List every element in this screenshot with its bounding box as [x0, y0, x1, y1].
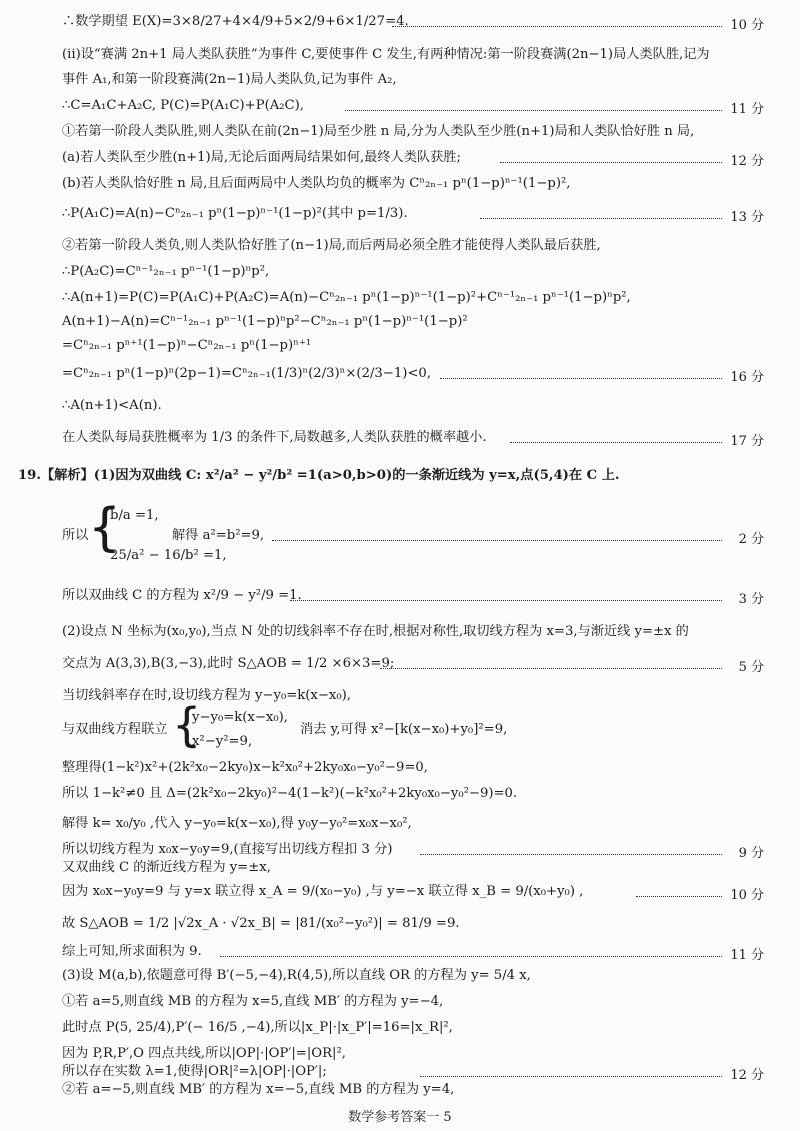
text-line: ①若 a=5,则直线 MB 的方程为 x=5,直线 MB′ 的方程为 y=−4, [62, 994, 444, 1009]
text-line: ∴P(A₁C)=A(n)−Cⁿ₂ₙ₋₁ pⁿ(1−p)ⁿ⁻¹(1−p)²(其中 p=1/3). [62, 206, 408, 221]
score-label: 2 分 [738, 532, 764, 547]
text-line: ②若第一阶段人类负,则人类队恰好胜了(n−1)局,而后两局必须全胜才能使得人类队最后获胜, [62, 238, 601, 253]
dot-leader [440, 378, 722, 379]
text-line: (ii)设“赛满 2n+1 局人类队获胜”为事件 C,要使事件 C 发生,有两种情况:第一阶段赛满(2n−1)局人类队胜,记为 [62, 47, 710, 62]
text-line: 因为 x₀x−y₀y=9 与 y=x 联立得 x_A = 9/(x₀−y₀) ,与 y=−x 联立得 x_B = 9/(x₀+y₀) , [62, 884, 584, 899]
text-line: 所以存在实数 λ=1,使得|OR|²=λ|OP|·|OP′|; [62, 1064, 327, 1079]
text-line: 整理得(1−k²)x²+(2k²x₀−2ky₀)x−k²x₀²+2ky₀x₀−y₀²−9=0, [62, 760, 429, 775]
text-line: A(n+1)−A(n)=Cⁿ⁻¹₂ₙ₋₁ pⁿ⁻¹(1−p)ⁿp²−Cⁿ₂ₙ₋₁ pⁿ(1−p)ⁿ⁻¹(1−p)² [62, 314, 468, 329]
text-line: 此时点 P(5, 25/4),P′(− 16/5 ,−4),所以|x_P|·|x_P′|=16=|x_R|², [62, 1020, 453, 1035]
text-line: ∴A(n+1)=P(C)=P(A₁C)+P(A₂C)=A(n)−Cⁿ₂ₙ₋₁ pⁿ(1−p)ⁿ⁻¹(1−p)²+Cⁿ⁻¹₂ₙ₋₁ pⁿ⁻¹(1−p)ⁿp², [62, 290, 631, 305]
text-line: 与双曲线方程联立 [62, 722, 168, 737]
text-line: 所以 1−k²≠0 且 Δ=(2k²x₀−2ky₀)²−4(1−k²)(−k²x₀²+2ky₀x₀−y₀²−9)=0. [62, 786, 518, 801]
dot-leader [380, 668, 722, 669]
text-line: ①若第一阶段人类队胜,则人类队在前(2n−1)局至少胜 n 局,分为人类队至少胜(n+1)局和人类队恰好胜 n 局, [62, 124, 695, 139]
system-eq-2: x²−y²=9, [192, 734, 253, 749]
score-label: 11 分 [730, 948, 764, 963]
text-line: 所以切线方程为 x₀x−y₀y=9,(直接写出切线方程扣 3 分) [62, 842, 393, 857]
text-line: (a)若人类队至少胜(n+1)局,无论后面两局结果如何,最终人类队获胜; [62, 150, 461, 165]
text-line: (3)设 M(a,b),依题意可得 B′(−5,−4),R(4,5),所以直线 OR 的方程为 y= 5/4 x, [62, 968, 531, 983]
question-19-heading: 19.【解析】(1)因为双曲线 C: x²/a² − y²/b² =1(a>0,b>0)的一条渐近线为 y=x,点(5,4)在 C 上. [18, 468, 620, 483]
dot-leader [510, 442, 722, 443]
text-line: 所以 [62, 528, 89, 543]
score-label: 17 分 [730, 434, 764, 449]
dot-leader [392, 26, 722, 27]
text-line: ∴P(A₂C)=Cⁿ⁻¹₂ₙ₋₁ pⁿ⁻¹(1−p)ⁿp², [62, 264, 270, 279]
score-label: 5 分 [738, 660, 764, 675]
text-line: ∴数学期望 E(X)=3×8/27+4×4/9+5×2/9+6×1/27=4. [62, 14, 409, 29]
text-line: 在人类队每局获胜概率为 1/3 的条件下,局数越多,人类队获胜的概率越小. [62, 430, 487, 445]
text-line: 解得 k= x₀/y₀ ,代入 y−y₀=k(x−x₀),得 y₀y−y₀²=x₀x−x₀², [62, 816, 412, 831]
dot-leader [220, 956, 722, 957]
score-label: 12 分 [730, 1068, 764, 1083]
text-line: =Cⁿ₂ₙ₋₁ pⁿ(1−p)ⁿ(2p−1)=Cⁿ₂ₙ₋₁(1/3)ⁿ(2/3)ⁿ×(2/3−1)<0, [62, 366, 432, 381]
system-eq-1: b/a =1, [110, 508, 159, 523]
text-line: ∴C=A₁C+A₂C, P(C)=P(A₁C)+P(A₂C), [62, 98, 304, 113]
text-line: (2)设点 N 坐标为(x₀,y₀),当点 N 处的切线斜率不存在时,根据对称性,取切线方程为 x=3,与渐近线 y=±x 的 [62, 624, 689, 639]
text-line: 综上可知,所求面积为 9. [62, 944, 202, 959]
text-line: 交点为 A(3,3),B(3,−3),此时 S△AOB = 1/2 ×6×3=9; [62, 656, 395, 671]
dot-leader [272, 540, 722, 541]
score-label: 13 分 [730, 210, 764, 225]
text-line: 又双曲线 C 的渐近线方程为 y=±x, [62, 860, 271, 875]
score-label: 10 分 [730, 888, 764, 903]
text-line: 事件 A₁,和第一阶段赛满(2n−1)局人类队负,记为事件 A₂, [62, 72, 397, 87]
text-line: ②若 a=−5,则直线 MB′ 的方程为 x=−5,直线 MB 的方程为 y=4, [62, 1082, 455, 1097]
text-line: 因为 P,R,P′,O 四点共线,所以|OP|·|OP′|=|OR|², [62, 1046, 346, 1061]
dot-leader [290, 600, 722, 601]
dot-leader [420, 854, 722, 855]
text-line: 故 S△AOB = 1/2 |√2x_A · √2x_B| = |81/(x₀²−y₀²)| = 81/9 =9. [62, 916, 460, 931]
left-brace: { [172, 698, 202, 752]
score-label: 16 分 [730, 370, 764, 385]
score-label: 10 分 [730, 18, 764, 33]
system-eq-2: 25/a² − 16/b² =1, [110, 548, 227, 563]
dot-leader [420, 1076, 722, 1077]
text-line: (b)若人类队恰好胜 n 局,且后面两局中人类队均负的概率为 Cⁿ₂ₙ₋₁ pⁿ(1−p)ⁿ⁻¹(1−p)², [62, 176, 571, 191]
text-line: 当切线斜率存在时,设切线方程为 y−y₀=k(x−x₀), [62, 688, 351, 703]
dot-leader [480, 218, 722, 219]
left-brace: { [88, 498, 122, 558]
system-eq-1: y−y₀=k(x−x₀), [192, 710, 288, 725]
dot-leader [345, 110, 722, 111]
text-line: 解得 a²=b²=9, [172, 528, 265, 543]
dot-leader [500, 162, 722, 163]
score-label: 3 分 [738, 592, 764, 607]
score-label: 12 分 [730, 154, 764, 169]
text-line: =Cⁿ₂ₙ₋₁ pⁿ⁺¹(1−p)ⁿ−Cⁿ₂ₙ₋₁ pⁿ(1−p)ⁿ⁺¹ [62, 338, 312, 353]
page-footer: 数学参考答案一 5 [348, 1110, 452, 1125]
text-line: 消去 y,可得 x²−[k(x−x₀)+y₀]²=9, [300, 722, 508, 737]
score-label: 11 分 [730, 102, 764, 117]
text-line: ∴A(n+1)<A(n). [62, 398, 162, 413]
score-label: 9 分 [738, 846, 764, 861]
text-line: 所以双曲线 C 的方程为 x²/9 − y²/9 =1. [62, 588, 302, 603]
dot-leader [636, 896, 722, 897]
